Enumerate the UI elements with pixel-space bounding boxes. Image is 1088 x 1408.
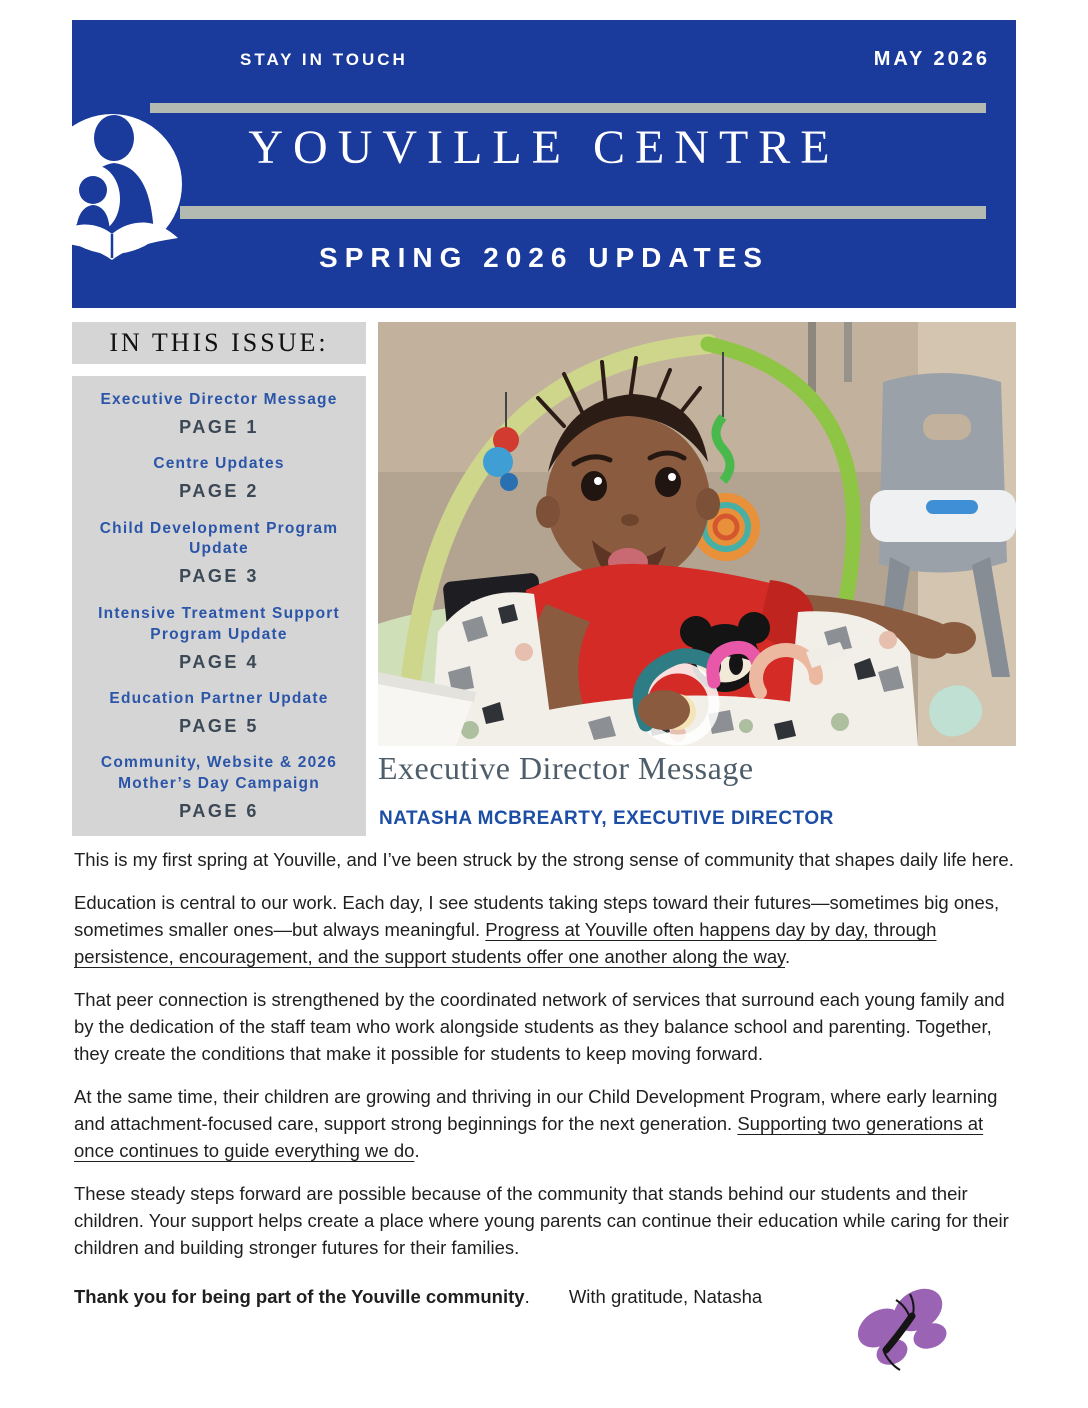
toc-item-label[interactable]: Education Partner Update <box>109 689 329 707</box>
closing-bold-text: Thank you for being part of the Youville community <box>74 1286 525 1307</box>
signoff-text: With gratitude, Natasha <box>568 1286 763 1307</box>
article-paragraph <box>74 1083 1024 1164</box>
article-paragraph <box>74 889 1024 970</box>
paragraph-text: . <box>414 1140 420 1161</box>
article-paragraph <box>74 986 1024 1067</box>
issue-date: MAY 2026 <box>873 48 990 70</box>
newsletter-subtitle: SPRING 2026 UPDATES <box>319 242 769 273</box>
paragraph-text: These steady steps forward are possible because of the community that stands behind our students and their children. Your support helps create a place where young parents can continue their education while caring for their children and building stronger futures for their families. <box>74 1183 1009 1258</box>
toc-item[interactable] <box>80 454 358 502</box>
divider-bar-top <box>150 103 986 113</box>
underlined-text: Supporting two generations at once continues to guide everything we do <box>74 1113 984 1161</box>
toc-item-page: PAGE 6 <box>179 800 259 821</box>
underlined-text: Progress at Youville often happens day by day, through persistence, encouragement, and the support students offer one another along the way <box>74 919 937 967</box>
toc-item-label[interactable]: Child Development Program Update <box>99 519 339 558</box>
toc-item-label[interactable]: Executive Director Message <box>100 391 338 408</box>
article-paragraph <box>74 1180 1024 1261</box>
toc-item-label[interactable]: Intensive Treatment Support Program Update <box>98 604 340 643</box>
toc-item[interactable] <box>80 519 358 588</box>
paragraph-text: . <box>785 946 791 967</box>
newsletter-masthead <box>72 20 1016 308</box>
paragraph-text: That peer connection is strengthened by the coordinated network of services that surround each young family and by the dedication of the staff team who work alongside students as they balance school and parenting. Together, they create the conditions that make it possible for students to keep moving forward. <box>74 989 1005 1064</box>
butterfly-icon <box>850 1284 954 1378</box>
toc-item-page: PAGE 3 <box>179 566 259 587</box>
article-paragraphs <box>74 846 1024 1261</box>
newsletter-title: YOUVILLE CENTRE <box>248 121 840 174</box>
toc-items <box>72 376 366 836</box>
toc-title: IN THIS ISSUE: <box>72 322 366 364</box>
toc-item[interactable] <box>80 753 358 822</box>
toc-item-page: PAGE 1 <box>179 416 259 437</box>
paragraph-text: At the same time, their children are growing and thriving in our Child Development Program, where early learning and attachment-focused care, support strong beginnings for the next generation. <box>74 1086 998 1134</box>
toc-item-label[interactable]: Community, Website & 2026 Mother’s Day Campaign <box>100 754 338 793</box>
toc-item[interactable] <box>80 390 358 438</box>
paragraph-text: This is my first spring at Youville, and I’ve been struck by the strong sense of community that shapes daily life here. <box>74 849 1014 870</box>
toc-item-label[interactable]: Centre Updates <box>153 455 285 473</box>
article-body <box>74 846 1024 1326</box>
toc-item[interactable] <box>80 689 358 737</box>
article-byline: NATASHA MCBREARTY, EXECUTIVE DIRECTOR <box>379 808 834 829</box>
baby-play-photo <box>378 322 1016 746</box>
toc-item-page: PAGE 5 <box>179 715 259 736</box>
toc-item[interactable] <box>80 604 358 673</box>
closing-period: . <box>524 1286 530 1307</box>
paragraph-text: Education is central to our work. Each day, I see students taking steps toward their futures—sometimes big ones, sometimes smaller ones—but always meaningful. <box>74 892 1000 940</box>
article-paragraph <box>74 846 1024 873</box>
toc-item-page: PAGE 4 <box>179 651 259 672</box>
stay-in-touch-label: STAY IN TOUCH <box>240 50 408 69</box>
divider-bar-bottom <box>180 206 986 219</box>
article-heading: Executive Director Message <box>378 750 754 786</box>
youville-logo-icon <box>34 96 190 286</box>
toc-item-page: PAGE 2 <box>179 481 259 502</box>
